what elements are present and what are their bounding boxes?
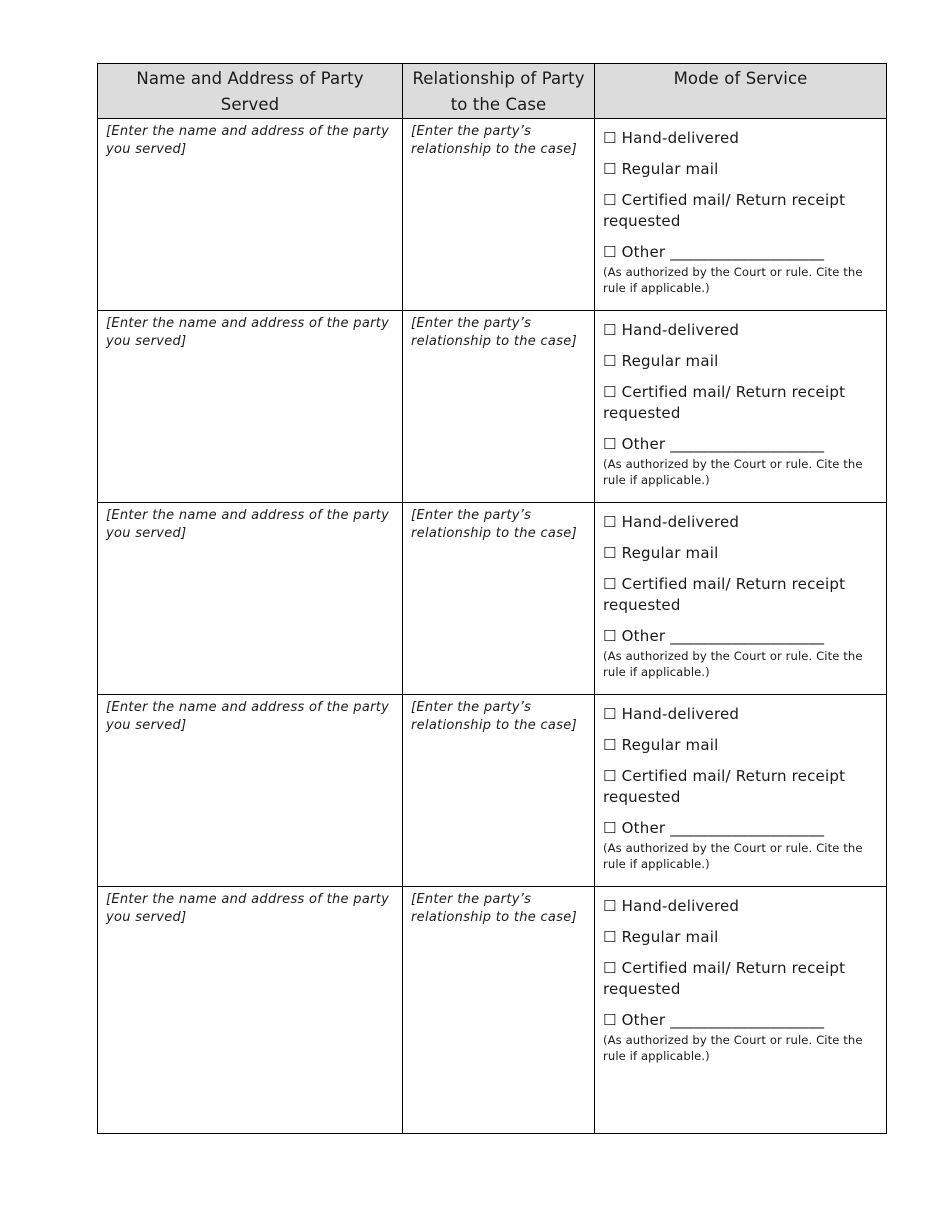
option-label: Hand-delivered [621,897,740,915]
name-address-placeholder[interactable]: [Enter the name and address of the party you served] [106,316,390,349]
option-label: Other ____________________ [621,243,825,261]
header-mode-label: Mode of Service [673,69,808,88]
name-address-placeholder[interactable]: [Enter the name and address of the party you served] [106,700,390,733]
mode-of-service-cell [595,119,887,311]
name-address-cell[interactable] [98,695,403,887]
other-note: (As authorized by the Court or rule. Cite the rule if applicable.) [603,265,863,295]
relationship-cell[interactable] [403,887,595,1134]
header-row [98,64,887,119]
option-label: Hand-delivered [621,513,740,531]
header-relationship-label: Relationship of Party to the Case [412,69,585,114]
option-label: Certified mail/ Return receipt requested [603,959,846,998]
relationship-placeholder[interactable]: [Enter the party’s relationship to the case] [411,316,577,349]
option-regular-mail[interactable] [603,927,878,948]
option-label: Other ____________________ [621,435,825,453]
header-name-address-label: Name and Address of Party Served [136,69,364,114]
mode-of-service-cell [595,887,887,1134]
option-label: Other ____________________ [621,627,825,645]
checkbox-icon[interactable]: ☐ [603,513,617,531]
option-label: Hand-delivered [621,129,740,147]
checkbox-icon[interactable]: ☐ [603,352,617,370]
mode-of-service-cell [595,503,887,695]
checkbox-icon[interactable]: ☐ [603,897,617,915]
checkbox-icon[interactable]: ☐ [603,129,617,147]
other-note: (As authorized by the Court or rule. Cite the rule if applicable.) [603,1033,863,1063]
option-label: Hand-delivered [621,321,740,339]
service-list-table [97,63,887,1134]
checkbox-icon[interactable]: ☐ [603,435,617,453]
relationship-placeholder[interactable]: [Enter the party’s relationship to the case] [411,508,577,541]
table-row [98,503,887,695]
option-label: Other ____________________ [621,1011,825,1029]
checkbox-icon[interactable]: ☐ [603,191,617,209]
header-relationship [403,64,595,119]
table-row [98,695,887,887]
relationship-placeholder[interactable]: [Enter the party’s relationship to the case] [411,700,577,733]
checkbox-icon[interactable]: ☐ [603,243,617,261]
option-regular-mail[interactable] [603,543,878,564]
name-address-cell[interactable] [98,119,403,311]
table-row [98,311,887,503]
name-address-placeholder[interactable]: [Enter the name and address of the party you served] [106,892,390,925]
option-certified-mail[interactable] [603,958,878,1000]
option-certified-mail[interactable] [603,766,878,808]
checkbox-icon[interactable]: ☐ [603,767,617,785]
header-name-address [98,64,403,119]
option-hand-delivered[interactable] [603,512,878,533]
option-label: Regular mail [621,160,719,178]
option-label: Certified mail/ Return receipt requested [603,383,846,422]
relationship-cell[interactable] [403,311,595,503]
option-other[interactable] [603,626,878,647]
option-label: Regular mail [621,928,719,946]
header-mode [595,64,887,119]
option-label: Regular mail [621,352,719,370]
checkbox-icon[interactable]: ☐ [603,575,617,593]
option-hand-delivered[interactable] [603,704,878,725]
option-other[interactable] [603,1010,878,1031]
checkbox-icon[interactable]: ☐ [603,736,617,754]
checkbox-icon[interactable]: ☐ [603,1011,617,1029]
table-row [98,119,887,311]
checkbox-icon[interactable]: ☐ [603,705,617,723]
other-note: (As authorized by the Court or rule. Cite the rule if applicable.) [603,457,863,487]
option-label: Other ____________________ [621,819,825,837]
checkbox-icon[interactable]: ☐ [603,544,617,562]
name-address-cell[interactable] [98,503,403,695]
option-other[interactable] [603,818,878,839]
checkbox-icon[interactable]: ☐ [603,321,617,339]
option-label: Regular mail [621,736,719,754]
option-regular-mail[interactable] [603,159,878,180]
option-label: Hand-delivered [621,705,740,723]
relationship-cell[interactable] [403,503,595,695]
mode-of-service-cell [595,695,887,887]
option-hand-delivered[interactable] [603,128,878,149]
relationship-cell[interactable] [403,119,595,311]
option-label: Certified mail/ Return receipt requested [603,191,846,230]
other-note: (As authorized by the Court or rule. Cite the rule if applicable.) [603,649,863,679]
checkbox-icon[interactable]: ☐ [603,928,617,946]
name-address-placeholder[interactable]: [Enter the name and address of the party you served] [106,124,390,157]
option-hand-delivered[interactable] [603,896,878,917]
option-other[interactable] [603,242,878,263]
table-row [98,887,887,1134]
other-note: (As authorized by the Court or rule. Cite the rule if applicable.) [603,841,863,871]
name-address-placeholder[interactable]: [Enter the name and address of the party you served] [106,508,390,541]
option-certified-mail[interactable] [603,190,878,232]
checkbox-icon[interactable]: ☐ [603,819,617,837]
mode-of-service-cell [595,311,887,503]
option-hand-delivered[interactable] [603,320,878,341]
relationship-placeholder[interactable]: [Enter the party’s relationship to the case] [411,892,577,925]
checkbox-icon[interactable]: ☐ [603,959,617,977]
option-label: Certified mail/ Return receipt requested [603,575,846,614]
option-certified-mail[interactable] [603,382,878,424]
relationship-cell[interactable] [403,695,595,887]
option-regular-mail[interactable] [603,351,878,372]
option-label: Regular mail [621,544,719,562]
name-address-cell[interactable] [98,887,403,1134]
checkbox-icon[interactable]: ☐ [603,627,617,645]
relationship-placeholder[interactable]: [Enter the party’s relationship to the case] [411,124,577,157]
option-label: Certified mail/ Return receipt requested [603,767,846,806]
option-other[interactable] [603,434,878,455]
option-certified-mail[interactable] [603,574,878,616]
name-address-cell[interactable] [98,311,403,503]
checkbox-icon[interactable]: ☐ [603,383,617,401]
checkbox-icon[interactable]: ☐ [603,160,617,178]
option-regular-mail[interactable] [603,735,878,756]
